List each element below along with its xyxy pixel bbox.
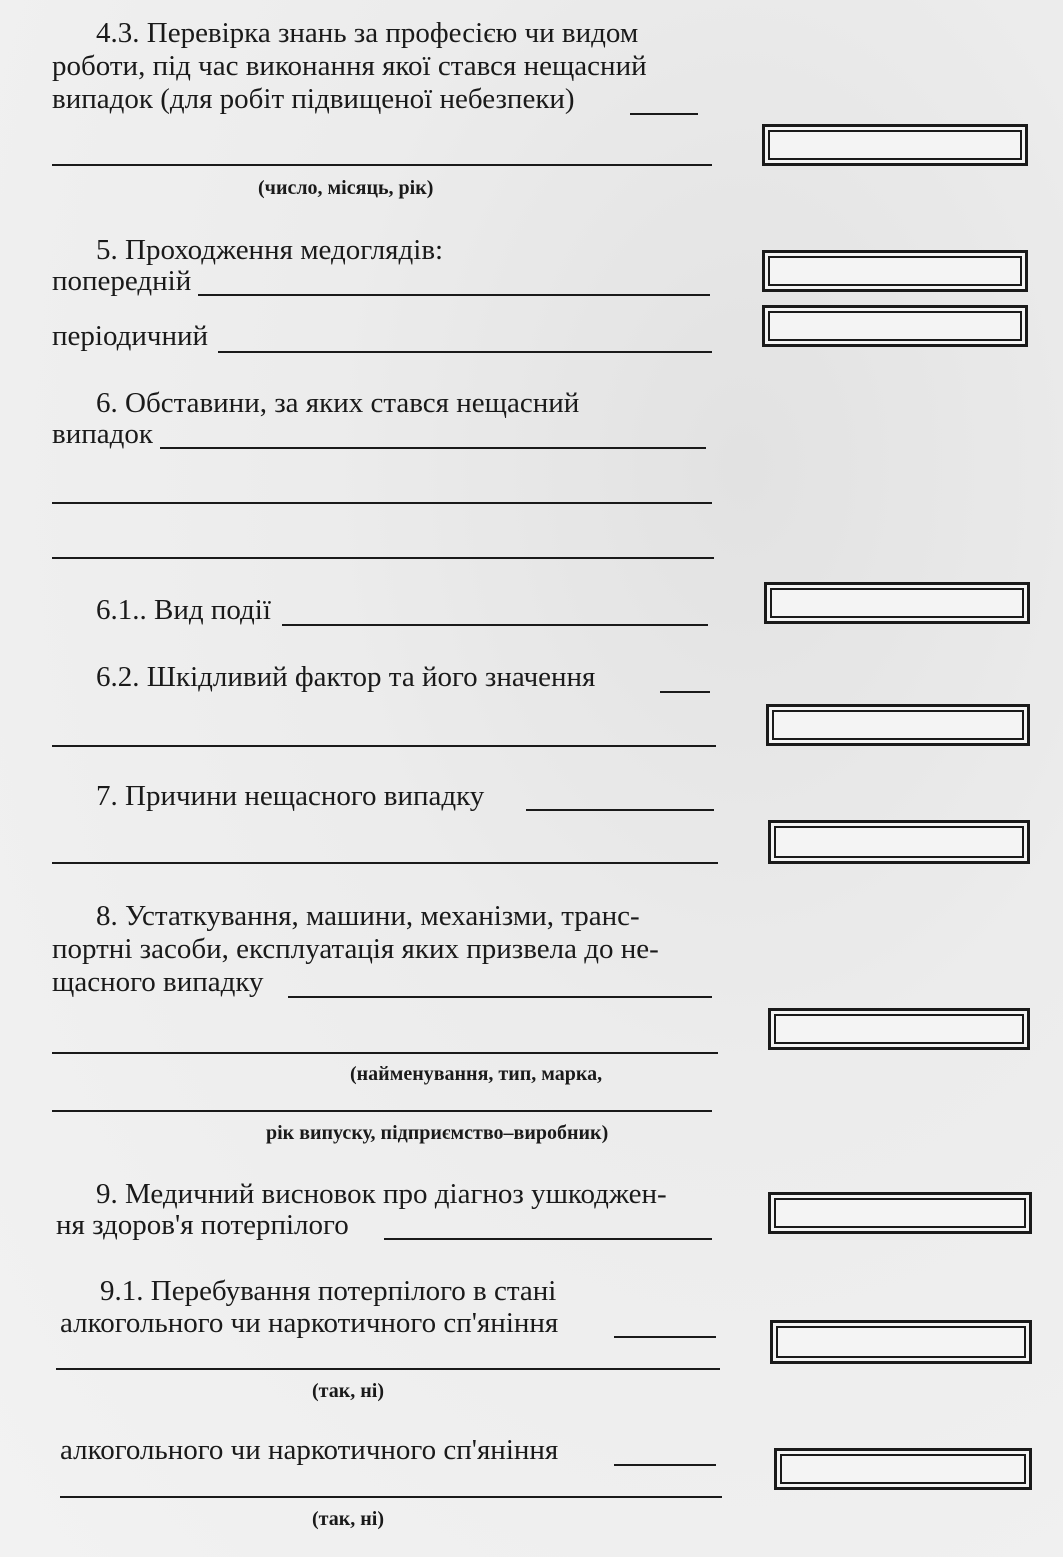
s8-fill-line-c[interactable]: [52, 1110, 712, 1112]
s6-fill-line-c[interactable]: [52, 557, 714, 559]
s43-fill-line-b[interactable]: [52, 164, 712, 166]
s6-line2: випадок: [52, 418, 153, 450]
s43-line3: випадок (для робіт підвищеної небезпеки): [52, 83, 575, 115]
s92-caption: (так, ні): [312, 1508, 384, 1530]
s7-label: 7. Причини нещасного випадку: [96, 780, 485, 812]
s6-fill-line-b[interactable]: [52, 502, 712, 504]
s9-line1: 9. Медичний висновок про діагноз ушкоджен-: [96, 1178, 667, 1210]
s43-code-box[interactable]: [762, 124, 1028, 166]
s8-line2: портні засоби, експлуатація яких призвела до не-: [52, 933, 659, 965]
s61-label: 6.1.. Вид події: [96, 594, 271, 626]
s43-line1: 4.3. Перевірка знань за професією чи видом: [96, 17, 639, 49]
s8-box[interactable]: [768, 1008, 1030, 1050]
s5-title: 5. Проходження медоглядів:: [96, 234, 444, 266]
s9-box[interactable]: [768, 1192, 1032, 1234]
s91-line1: 9.1. Перебування потерпілого в стані: [100, 1275, 557, 1307]
s91-box[interactable]: [770, 1320, 1032, 1364]
s92-box[interactable]: [774, 1448, 1032, 1490]
s43-caption: (число, місяць, рік): [258, 177, 434, 199]
s5-periodic-box[interactable]: [762, 305, 1028, 347]
s5-periodic-line[interactable]: [218, 351, 712, 353]
s92-fill-line-a[interactable]: [614, 1464, 716, 1466]
s8-fill-line-a[interactable]: [288, 996, 712, 998]
s5-prelim-line[interactable]: [198, 294, 710, 296]
s61-box[interactable]: [764, 582, 1030, 624]
s7-fill-line-b[interactable]: [52, 862, 718, 864]
s61-line[interactable]: [282, 624, 708, 626]
s5-prelim-box[interactable]: [762, 250, 1028, 292]
s8-line1: 8. Устаткування, машини, механізми, транс-: [96, 900, 640, 932]
s7-box[interactable]: [768, 820, 1030, 864]
s8-fill-line-b[interactable]: [52, 1052, 718, 1054]
s8-line3: щасного випадку: [52, 966, 264, 998]
s43-line2: роботи, під час виконання якої стався нещасний: [52, 50, 647, 82]
s7-fill-line-a[interactable]: [526, 809, 714, 811]
s9-line2: ня здоров'я потерпілого: [56, 1209, 349, 1241]
s9-fill-line[interactable]: [384, 1238, 712, 1240]
s91-fill-line-b[interactable]: [56, 1368, 720, 1370]
s92-line1: алкогольного чи наркотичного сп'яніння: [60, 1434, 559, 1466]
s8-caption2: рік випуску, підприємство–виробник): [266, 1122, 609, 1144]
s91-caption: (так, ні): [312, 1380, 384, 1402]
s5-prelim-label: попередній: [52, 265, 192, 297]
s92-fill-line-b[interactable]: [60, 1496, 722, 1498]
s62-label: 6.2. Шкідливий фактор та його значення: [96, 661, 596, 693]
s6-fill-line-a[interactable]: [160, 447, 706, 449]
s62-fill-line-a[interactable]: [660, 691, 710, 693]
s91-fill-line-a[interactable]: [614, 1336, 716, 1338]
s5-periodic-label: періодичний: [52, 320, 209, 352]
s6-line1: 6. Обставини, за яких стався нещасний: [96, 387, 580, 419]
s62-box[interactable]: [766, 704, 1030, 746]
s62-fill-line-b[interactable]: [52, 745, 716, 747]
s43-fill-line-a[interactable]: [630, 113, 698, 115]
s8-caption1: (найменування, тип, марка,: [350, 1063, 603, 1085]
s91-line2: алкогольного чи наркотичного сп'яніння: [60, 1307, 559, 1339]
